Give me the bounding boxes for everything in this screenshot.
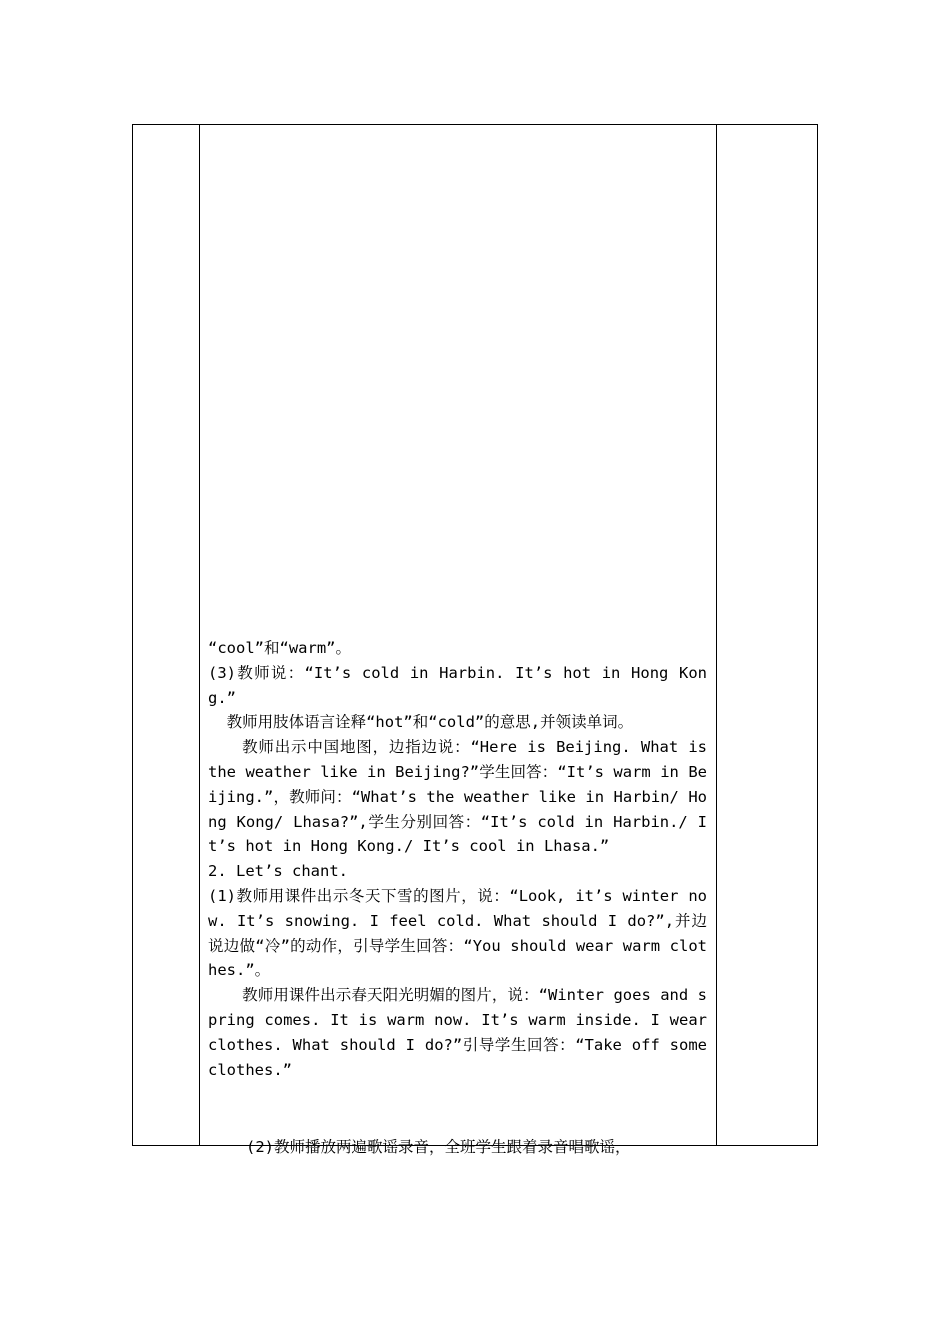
lesson-content [208,636,707,1082]
paragraph-step-3: (3)教师说：“It’s cold in Harbin. It’s hot in Hong Kong.” [208,663,707,707]
overflow-text-line: (2)教师播放两遍歌谣录音，全班学生跟着录音唱歌谣， [246,1138,631,1156]
paragraph-vocab: “cool”和“warm”。 [208,639,351,657]
paragraph-spring-picture: 教师用课件出示春天阳光明媚的图片，说：“Winter goes and spring comes. It is warm now. It’s warm inside. I wear clothes. What should I do?”引导学生回答：“Take off some clothes.” [208,986,707,1079]
paragraph-china-map: 教师出示中国地图，边指边说：“Here is Beijing. What is the weather like in Beijing?”学生回答：“It’s warm in Beijing.”，教师问：“What’s the weather like in Harbin/ Hong Kong/ Lhasa?”,学生分别回答：“It’s cold in Harbin./ It’s hot in Hong Kong./ It’s cool in Lhasa.” [208,738,707,856]
paragraph-body-language: 教师用肢体语言诠释“hot”和“cold”的意思,并领读单词。 [226,713,634,732]
right-column-divider [716,125,717,1145]
left-column-divider [199,125,200,1145]
paragraph-winter-picture: (1)教师用课件出示冬天下雪的图片，说：“Look, it’s winter now. It’s snowing. I feel cold. What should I do?”,并边说边做“冷”的动作，引导学生回答：“You should wear warm clothes.”。 [208,886,707,980]
paragraph-lets-chant: 2. Let’s chant. [208,862,348,881]
